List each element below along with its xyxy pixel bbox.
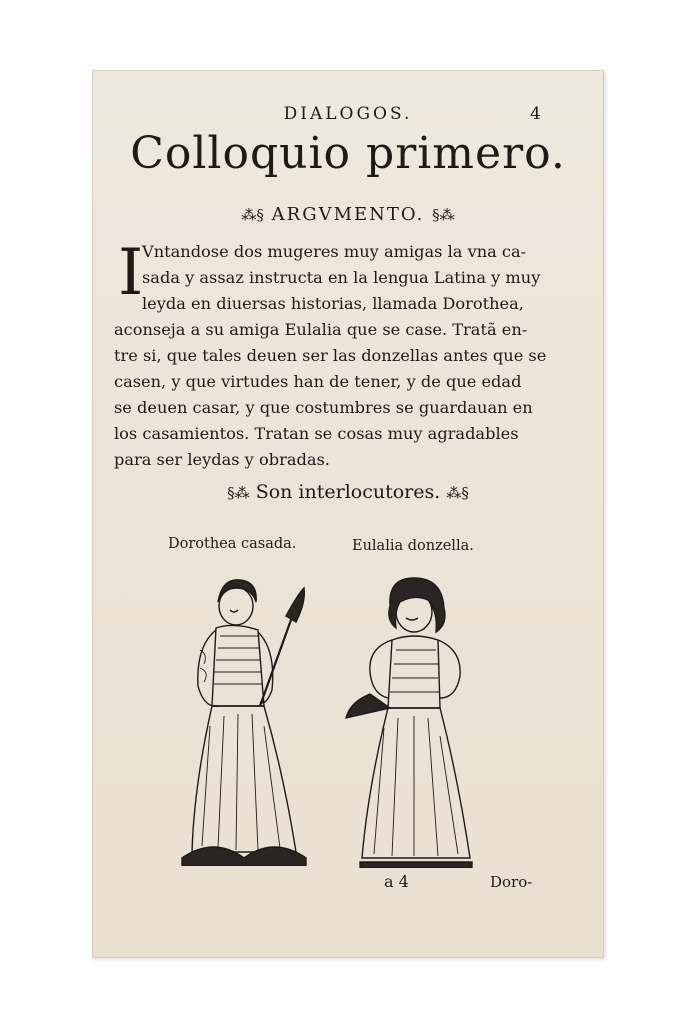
argument-line: los casamientos. Tratan se cosas muy agradables [114,424,519,443]
argument-line: leyda en diuersas historias, llamada Dorothea, [142,294,524,313]
woodcut-dorothea [174,566,314,866]
folio-number: 4 [530,104,541,124]
woodcut-eulalia [340,568,480,868]
figure-caption-dorothea: Dorothea casada. [168,536,297,552]
ornament-right-icon: §⁂ [432,206,455,224]
speakers-heading-row [92,481,604,503]
ornament-left-icon: §⁂ [227,484,250,502]
argument-line: tre si, que tales deuen ser las donzellas antes que se [114,346,547,365]
argument-line: Vntandose dos mugeres muy amigas la vna ca- [142,242,527,261]
ornament-left-icon: ⁂§ [241,206,264,224]
running-head: DIALOGOS. [283,104,413,124]
ornament-right-icon: ⁂§ [446,484,469,502]
catchword: Doro- [490,873,533,891]
argument-line: sada y assaz instructa en la lengua Latina y muy [142,268,541,287]
argument-line: casen, y que virtudes han de tener, y de que edad [114,372,522,391]
argument-line: se deuen casar, y que costumbres se guardauan en [114,398,533,417]
page-title: Colloquio primero. [130,128,566,179]
figure-caption-eulalia: Eulalia donzella. [352,538,474,554]
speakers-heading: Son interlocutores. [255,481,441,503]
book-page [92,70,604,958]
drop-cap: I [118,236,144,310]
signature-mark: a 4 [384,872,409,891]
argument-line: aconseja a su amiga Eulalia que se case. Tratã en- [114,320,528,339]
argument-heading-row [92,204,604,225]
argument-line: para ser leydas y obradas. [114,450,330,469]
argument-heading: ARGVMENTO. [271,204,425,225]
